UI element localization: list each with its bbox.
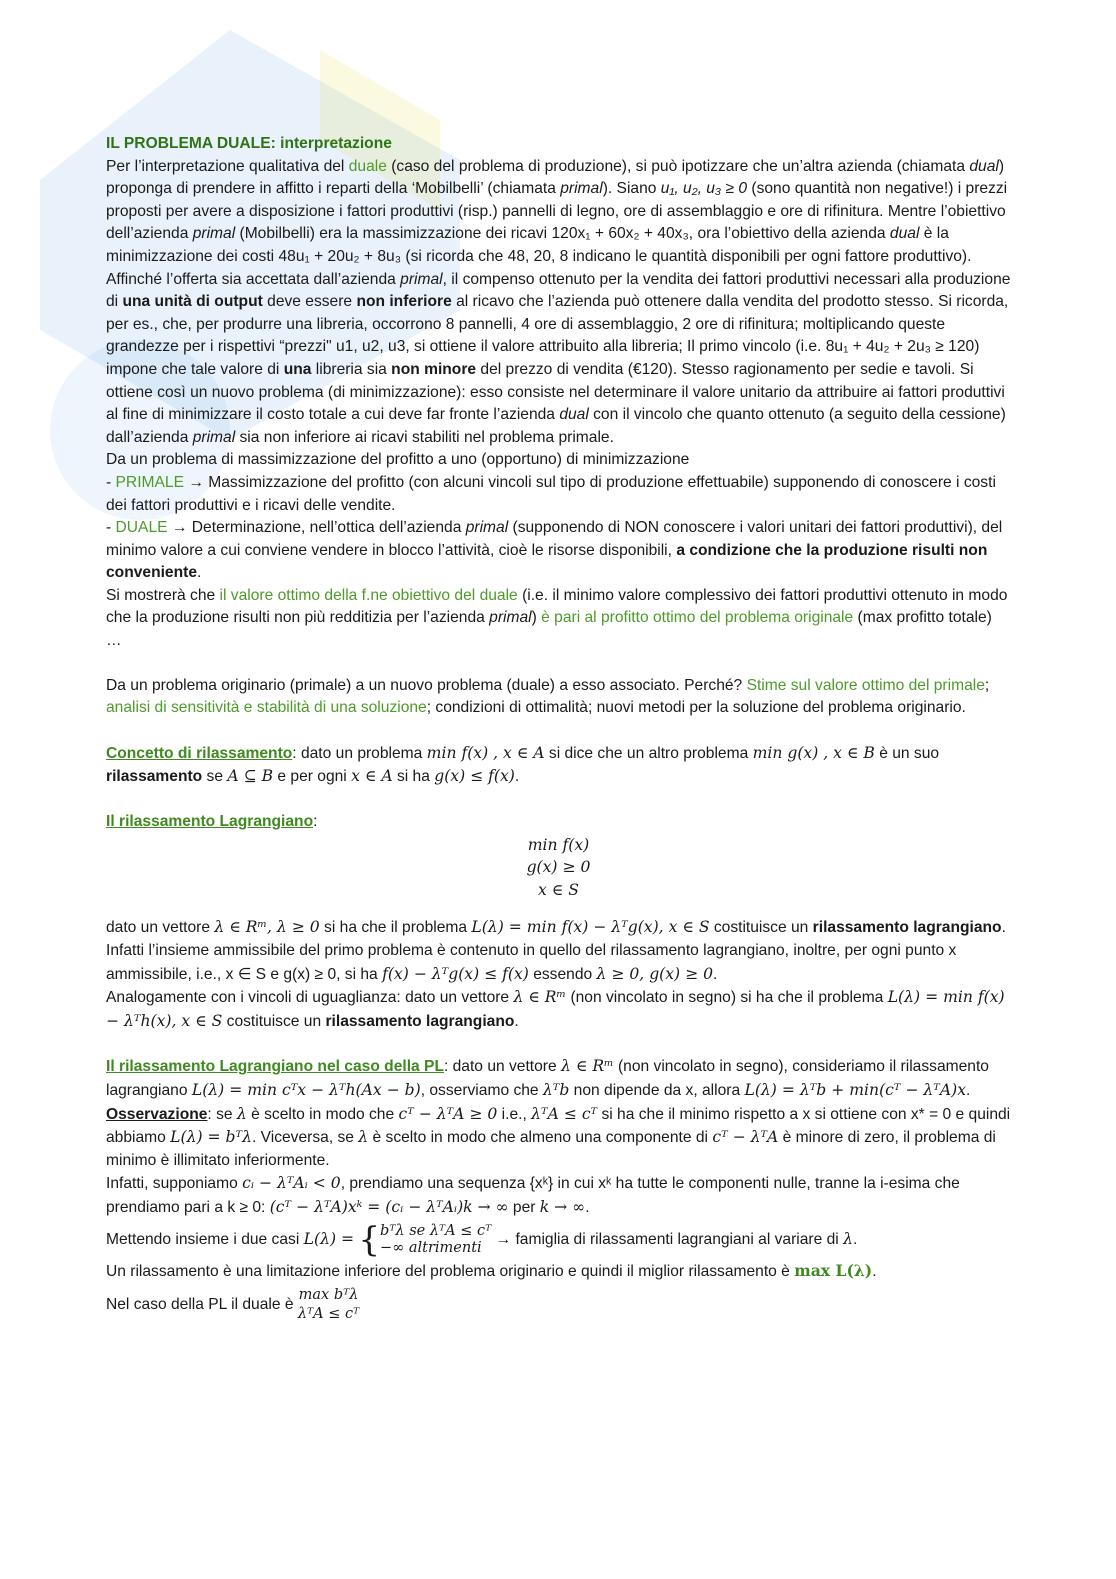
heading-lagrangiano: Il rilassamento Lagrangiano [106,813,314,831]
paragraph-interpretazione: Per l’interpretazione qualitativa del duale (caso del problema di produzione), si può ipotizzare che un’altra azienda (chiamata dual) proponga di prendere in affitto i reparti della ‘Mobilbelli’ (chiamata primal). Siano u₁, u₂, u₃ ≥ 0 (sono quantità non negative!) i prezzi proposti per avere a disposizione i fattori produttivi (risp.) pannelli di legno, ore di assemblaggio e ore di rifinitura. Mentre l’obiettivo dell’azienda primal (Mobilbelli) era la massimizzazione dei ricavi 120x₁ + 60x₂ + 40x₃, ora l’obiettivo della azienda dual è la minimizzazione dei costi 48u₁ + 20u₂ + 8u₃ (si ricorda che 48, 20, 8 indicano le quantità disponibili per ogni fattore produttivo). [106,157,1008,265]
case-1: bᵀλ se λᵀA ≤ cᵀ [380,1222,492,1239]
paragraph-perche: Da un problema originario (primale) a un nuovo problema (duale) a esso associato. Perché? Stime sul valore ottimo del primale; analisi di sensitività e stabilità di una soluzione; condizioni di ottimalità; nuovi metodi per la soluzione del problema originario. [106,676,990,717]
paragraph-mettendo: Mettendo insieme i due casi L(λ) = {bᵀλ se λᵀA ≤ cᵀ −∞ altrimenti → famiglia di rilassamenti lagrangiani al variare di λ. [106,1219,858,1260]
paragraph-limitazione: Un rilassamento è una limitazione inferiore del problema originario e quindi il miglior rilassamento è max L(λ). [106,1260,877,1280]
paragraph-rilassamento: Concetto di rilassamento: dato un problema min f(x) , x ∈ A si dice che un altro problema min g(x) , x ∈ B è un suo rilassamento se A ⊆ B e per ogni x ∈ A si ha g(x) ≤ f(x). [106,743,940,786]
formula-x-in-s: x ∈ S [538,880,579,899]
dual-objective: max bᵀλ [298,1287,359,1304]
paragraph-valore-ottimo: Si mostrerà che il valore ottimo della f.ne obiettivo del duale (i.e. il minimo valore complessivo dei fattori produttivi ottenuto in modo che la produzione risulti non più redditizia per l’azienda primal) è pari al profitto ottimo del problema originale (max profitto totale) … [106,586,1008,650]
formula-g-ge-0: g(x) ≥ 0 [526,858,591,877]
paragraph-lagrangiano: dato un vettore λ ∈ Rᵐ, λ ≥ 0 si ha che il problema L(λ) = min f(x) − λᵀg(x), x ∈ S costituisce un rilassamento lagrangiano. Infatti l’insieme ammissibile del primo problema è contenuto in quello del rilassamento lagrangiano, inoltre, per ogni punto x ammissibile, i.e., x ∈ S e g(x) ≥ 0, si ha f(x) − λᵀg(x) ≤ f(x) essendo λ ≥ 0, g(x) ≥ 0. [106,918,1006,983]
section-title: IL PROBLEMA DUALE: interpretazione [106,135,392,152]
paragraph-pl: Il rilassamento Lagrangiano nel caso della PL: dato un vettore λ ∈ Rᵐ (non vincolato in segno), consideriamo il rilassamento lagrangiano L(λ) = min cᵀx − λᵀh(Ax − b), osserviamo che λᵀb non dipende da x, allora L(λ) = λᵀb + min(cᵀ − λᵀA)x. [106,1057,989,1099]
duale-item: - DUALE → Determinazione, nell’ottica dell’azienda primal (supponendo di NON conoscere i valori unitari dei fattori produttivi), del minimo valore a cui conviene vendere in blocco l’attività, cioè le risorse disponibili, a condizione che la produzione risulti non conveniente. [106,519,1003,582]
formula-min-f: min f(x) [527,835,590,854]
dual-constraint: λᵀA ≤ cᵀ [297,1306,360,1323]
heading-lagrangiano-line: Il rilassamento Lagrangiano: [106,813,318,831]
paragraph-offerta: Affinché l’offerta sia accettata dall’azienda primal, il compenso ottenuto per la vendita dei fattori produttivi necessari alla produzione di una unità di output deve essere non inferiore al ricavo che l’azienda può ottenere dalla vendita del prodotto stesso. Si ricorda, per es., che, per produrre una libreria, occorrono 8 pannelli, 4 ore di assemblaggio, 2 ore di rifinitura; moltiplicando queste grandezze per i rispettivi “prezzi" u1, u2, u3, si ottiene il valore attribuito alla libreria; Il primo vincolo (i.e. 8u₁ + 4u₂ + 2u₃ ≥ 120) impone che tale valore di una libreria sia non minore del prezzo di vendita (€120). Stesso ragionamento per sedie e tavoli. Si ottiene così un nuovo problema (di minimizzazione): esso consiste nel determinare il valore unitario da attribuire ai fattori produttivi al fine di minimizzare il costo totale a cui deve far fronte l’azienda dual con il vincolo che quanto ottenuto (a seguito della cessione) dall’azienda primal sia non inferiore ai ricavi stabiliti nel problema primale. [106,270,1011,446]
paragraph-massimizzazione: Da un problema di massimizzazione del profitto a uno (opportuno) di minimizzazione [106,451,690,469]
paragraph-osservazione: Osservazione: se λ è scelto in modo che cᵀ − λᵀA ≥ 0 i.e., λᵀA ≤ cᵀ si ha che il minimo rispetto a x si ottiene con x* = 0 e quindi abbiamo L(λ) = bᵀλ. Viceversa, se λ è scelto in modo che almeno una componente di cᵀ − λᵀA è minore di zero, il problema di minimo è illimitato inferiormente. [106,1104,1011,1169]
dual-formula [298,1286,359,1324]
case-2: −∞ altrimenti [380,1239,482,1256]
heading-pl: Il rilassamento Lagrangiano nel caso della PL [106,1058,444,1076]
paragraph-infatti: Infatti, supponiamo cᵢ − λᵀAᵢ < 0, prendiamo una sequenza {xᵏ} in cui xᵏ ha tutte le componenti nulle, tranne la i-esima che prendiamo pari a k ≥ 0: (cᵀ − λᵀA)xᵏ = (cᵢ − λᵀAᵢ)k → ∞ per k → ∞. [106,1174,960,1216]
heading-osservazione: Osservazione [106,1105,208,1123]
paragraph-uguaglianza: Analogamente con i vincoli di uguaglianza: dato un vettore λ ∈ Rᵐ (non vincolato in segno) si ha che il problema L(λ) = min f(x) − λᵀh(x), x ∈ S costituisce un rilassamento lagrangiano. [106,988,1005,1030]
cases-block [380,1223,491,1257]
brace-symbol: { [358,1219,381,1260]
heading-rilassamento: Concetto di rilassamento [106,744,293,762]
primale-item: - PRIMALE → Massimizzazione del profitto (con alcuni vincoli sul tipo di produzione effettuabile) supponendo di conoscere i costi dei fattori produttivi e i ricavi delle vendite. [106,473,996,514]
paragraph-duale-pl: Nel caso della PL il duale è max bᵀλ λᵀA ≤ cᵀ [106,1287,360,1323]
